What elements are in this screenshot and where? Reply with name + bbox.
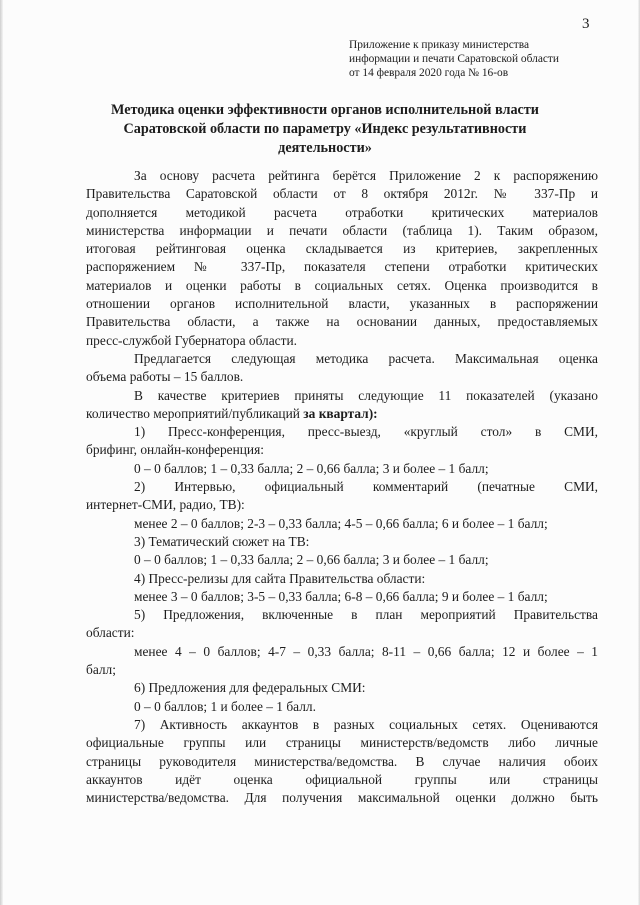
criterion-scoring: балл; xyxy=(86,662,116,678)
body-text-bold: за квартал xyxy=(303,405,369,421)
criterion-scoring: 0 – 0 баллов; 1 и более – 1 балл. xyxy=(134,698,316,714)
body-line: пресс-службой Губернатора области. xyxy=(86,332,297,348)
criterion-line: официальные группы или страницы министерств/ведомств либо личные xyxy=(86,735,598,751)
appendix-line: Приложение к приказу министерства xyxy=(349,39,530,51)
criterion-line: брифинг, онлайн-конференция: xyxy=(86,442,264,458)
criterion-line: 5) Предложения, включенные в план мероприятий Правительства xyxy=(134,607,598,623)
page-number: 3 xyxy=(582,16,590,32)
criterion-line: 6) Предложения для федеральных СМИ: xyxy=(134,680,366,696)
body-line: Правительства Саратовской области от 8 октября 2012г. № 337-Пр и xyxy=(86,186,598,202)
document-body xyxy=(86,167,598,807)
criterion-line: 7) Активность аккаунтов в разных социальных сетях. Оцениваются xyxy=(134,716,598,732)
title-line: Методика оценки эффективности органов исполнительной власти xyxy=(111,102,539,118)
criterion-line: министерства/ведомства. Для получения максимальной оценки должно быть xyxy=(86,790,598,806)
body-text: количество мероприятий/публикаций xyxy=(86,405,304,421)
criterion-line: страницы руководителя министерства/ведомства. В случае наличия обоих xyxy=(86,753,598,769)
body-line: дополняется методикой расчета отработки критических материалов xyxy=(86,204,598,220)
body-line: Предлагается следующая методика расчета. Максимальная оценка xyxy=(134,350,598,366)
criterion-line: 3) Тематический сюжет на ТВ: xyxy=(134,533,310,549)
appendix-line: информации и печати Саратовской области xyxy=(349,53,560,65)
body-line: Правительства области, а также на основании данных, предоставляемых xyxy=(86,314,598,330)
body-line: материалов и оценки работы в социальных сетях. Оценка производится в xyxy=(86,277,598,293)
appendix-header xyxy=(349,38,634,80)
appendix-line: от 14 февраля 2020 года № 16-ов xyxy=(349,67,509,79)
body-line: В качестве критериев приняты следующие 11 показателей (указано xyxy=(134,387,598,403)
document-title xyxy=(60,101,590,158)
criterion-scoring: менее 2 – 0 баллов; 2-3 – 0,33 балла; 4-5 – 0,66 балла; 6 и более – 1 балл; xyxy=(134,515,548,531)
criterion-line: аккаунтов идёт оценка официальной группы или страницы xyxy=(86,771,598,787)
body-line: объема работы – 15 баллов. xyxy=(86,369,244,385)
scan-edge-left xyxy=(0,0,3,905)
body-text-bold: ): xyxy=(368,405,378,421)
criterion-line: 4) Пресс-релизы для сайта Правительства области: xyxy=(134,570,426,586)
criterion-scoring: менее 3 – 0 баллов; 3-5 – 0,33 балла; 6-8 – 0,66 балла; 9 и более – 1 балл; xyxy=(134,588,548,604)
criterion-line: 1) Пресс-конференция, пресс-выезд, «круглый стол» в СМИ, xyxy=(134,424,598,440)
criterion-line: области: xyxy=(86,625,135,641)
body-line xyxy=(86,405,598,423)
criterion-line: интернет-СМИ, радио, ТВ): xyxy=(86,497,245,513)
body-line: итоговая рейтинговая оценка складывается из критериев, закрепленных xyxy=(86,241,598,257)
title-line: Саратовской области по параметру «Индекс результативности xyxy=(123,121,527,137)
criterion-line: 2) Интервью, официальный комментарий (печатные СМИ, xyxy=(134,479,598,495)
body-line: министерства информации и печати области (таблица 1). Таким образом, xyxy=(86,222,598,238)
criterion-scoring: менее 4 – 0 баллов; 4-7 – 0,33 балла; 8-11 – 0,66 балла; 12 и более – 1 xyxy=(134,643,598,659)
criterion-scoring: 0 – 0 баллов; 1 – 0,33 балла; 2 – 0,66 балла; 3 и более – 1 балл; xyxy=(134,460,489,476)
title-line: деятельности» xyxy=(278,140,372,156)
criterion-scoring: 0 – 0 баллов; 1 – 0,33 балла; 2 – 0,66 балла; 3 и более – 1 балл; xyxy=(134,552,489,568)
body-line: распоряжением № 337-Пр, показателя степени отработки критических xyxy=(86,259,598,275)
body-line: отношении органов исполнительной власти, указанных в распоряжении xyxy=(86,296,598,312)
body-line: За основу расчета рейтинга берётся Приложение 2 к распоряжению xyxy=(134,168,598,183)
